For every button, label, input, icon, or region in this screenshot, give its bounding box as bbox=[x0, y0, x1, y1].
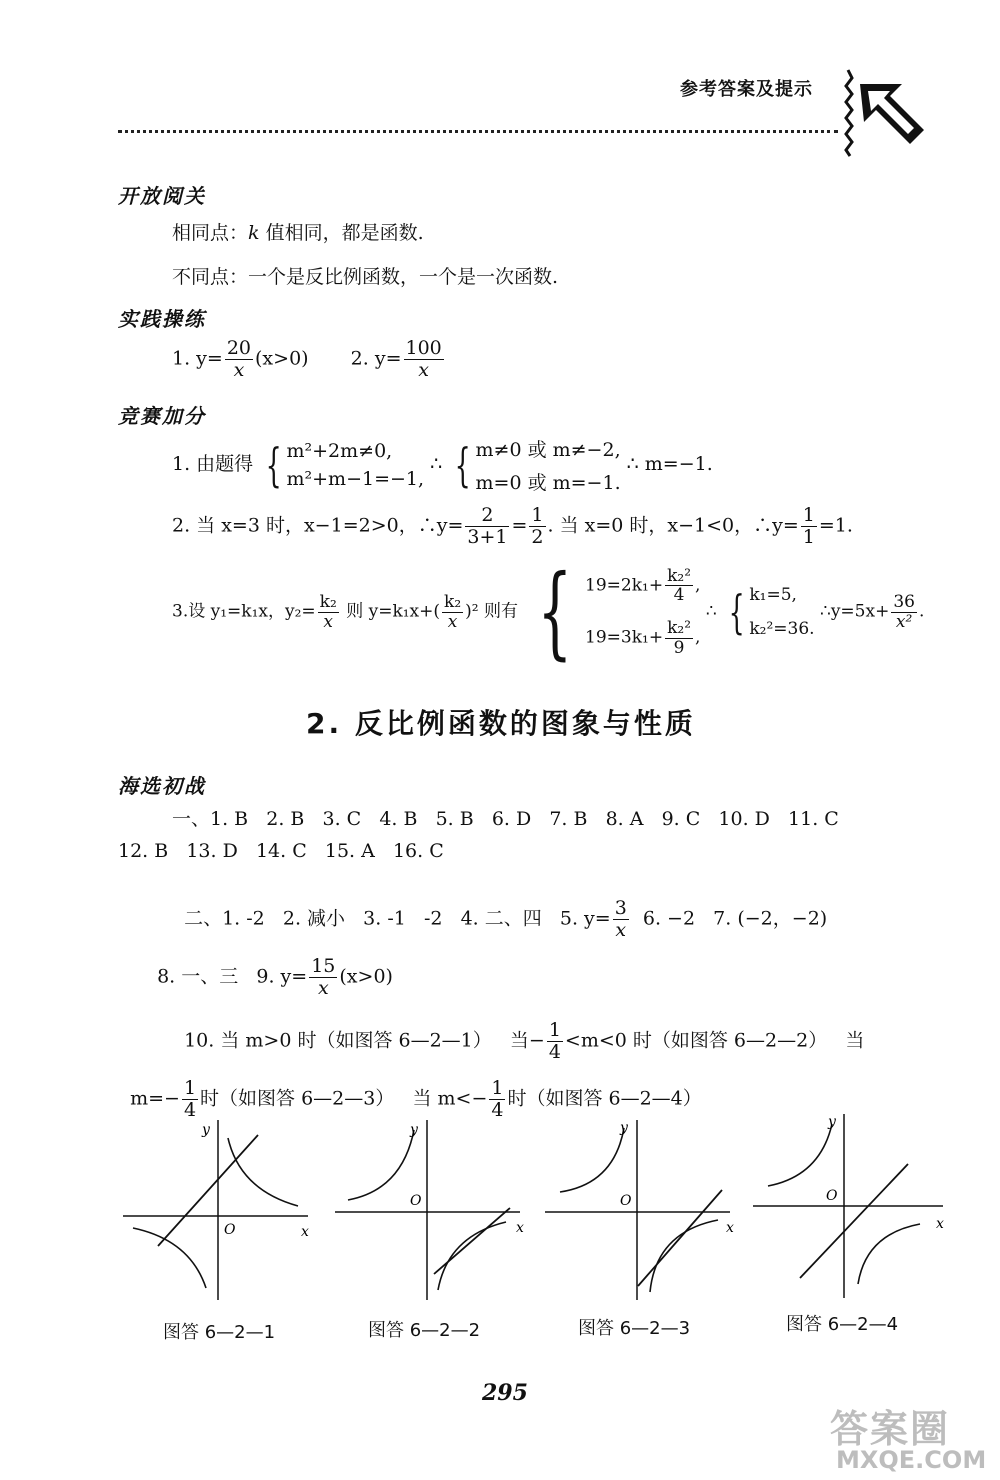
page-number: 295 bbox=[482, 1380, 528, 1406]
bonus-q3-system1: { 19=2k₁+ $\frac{\text{k₂²}}{4}$ , 19=3k₁+ $\frac{\text{k₂²}}{9}$ , bbox=[537, 553, 701, 670]
open-line-same-a: 相同点： bbox=[172, 222, 249, 244]
bonus-q2-a: 2. 当 x=3 时，x−1=2>0，∴y= bbox=[172, 514, 464, 537]
sea-row4-b: (x>0) bbox=[339, 965, 393, 988]
sea-row4-fraction bbox=[309, 956, 337, 999]
section-heading-practice: 实践操练 bbox=[118, 307, 206, 331]
section-heading-bonus: 竞赛加分 bbox=[118, 404, 206, 428]
bonus-q3-d: ∴y=5x+ bbox=[820, 601, 890, 622]
fraction-numerator: k₂ bbox=[319, 591, 337, 612]
y-axis-label: y bbox=[410, 1122, 418, 1138]
bonus-q2-fraction1 bbox=[465, 505, 509, 548]
hyperbola-branch-upper bbox=[560, 1128, 624, 1192]
linear-function-line bbox=[434, 1208, 510, 1274]
hyperbola-branch-upper bbox=[348, 1130, 414, 1200]
therefore-symbol: ∴ bbox=[705, 601, 717, 622]
system-row bbox=[585, 619, 700, 657]
practice-answers bbox=[172, 338, 446, 381]
bonus-q3-b: 则 y=k₁x+( bbox=[346, 601, 441, 622]
chapter-title: 2. 反比例函数的图象与性质 bbox=[306, 707, 696, 740]
open-line-diff: 不同点：一个是反比例函数，一个是一次函数. bbox=[172, 266, 559, 288]
graph-caption-1: 图答 6—2—1 bbox=[163, 1322, 276, 1343]
sea-row5-a: 10. 当 m>0 时（如图答 6—2—1） 当− bbox=[184, 1029, 545, 1052]
linear-function-line bbox=[158, 1135, 258, 1246]
system-row-fraction bbox=[665, 619, 693, 657]
section-heading-open: 开放阅关 bbox=[118, 184, 206, 208]
fraction-denominator: x bbox=[418, 358, 429, 381]
fraction-denominator: x bbox=[447, 611, 458, 632]
sea-row6-b: 时（如图答 6—2—3） 当 m<− bbox=[200, 1087, 488, 1110]
bonus-q3-e: . bbox=[918, 601, 925, 622]
bonus-q2-b: . 当 x=0 时，x−1<0，∴y= bbox=[547, 514, 799, 537]
open-line-same-b: 值相同，都是函数. bbox=[259, 222, 424, 244]
practice-item2-fraction bbox=[404, 338, 444, 381]
section-heading-sea: 海选初战 bbox=[118, 774, 206, 798]
bonus-q3-system2: { k₁=5, k₂²=36. bbox=[728, 585, 815, 639]
sea-row6-c: 时（如图答 6—2—4） bbox=[507, 1087, 702, 1110]
fraction-numerator: 3 bbox=[614, 897, 627, 919]
y-axis-label: y bbox=[828, 1114, 836, 1130]
fraction-denominator: x bbox=[233, 358, 245, 381]
sea-row4 bbox=[145, 934, 393, 999]
fraction-numerator: 1 bbox=[491, 1077, 504, 1099]
hyperbola-branch-upper bbox=[228, 1138, 298, 1206]
system-row: m=0 或 m=−1. bbox=[475, 472, 621, 494]
sea-row2: 12. B 13. D 14. C 15. A 16. C bbox=[118, 840, 444, 862]
x-axis-label: x bbox=[301, 1224, 309, 1240]
system-row-comma: , bbox=[695, 575, 701, 596]
equals-sign: = bbox=[511, 514, 528, 537]
system-row: k₁=5, bbox=[749, 585, 797, 605]
sea-row5 bbox=[172, 998, 864, 1063]
practice-item2-prefix: 2. y= bbox=[350, 347, 402, 370]
sea-row6-a: m=− bbox=[130, 1087, 180, 1110]
fraction-denominator: x² bbox=[895, 611, 913, 632]
fraction-numerator: 2 bbox=[465, 505, 509, 527]
graph-6-2-4 bbox=[748, 1106, 948, 1306]
bonus-q2 bbox=[172, 505, 853, 548]
hyperbola-branch-lower bbox=[858, 1224, 920, 1284]
system-row-comma: , bbox=[695, 627, 701, 648]
sea-row5-b: <m<0 时（如图答 6—2—2） 当 bbox=[564, 1029, 865, 1052]
fraction-numerator: 36 bbox=[893, 591, 915, 612]
open-line-same-k: k bbox=[248, 222, 260, 244]
therefore-symbol: ∴ bbox=[430, 453, 443, 475]
system-row-lhs: 19=3k₁+ bbox=[585, 627, 664, 648]
fraction-denominator: 2 bbox=[531, 525, 544, 548]
practice-item1-suffix: (x>0) bbox=[255, 347, 309, 370]
bonus-q3-a: 3.设 y₁=k₁x，y₂= bbox=[172, 601, 316, 622]
hyperbola-branch-lower bbox=[133, 1228, 206, 1288]
bonus-q1-conclusion: ∴ m=−1. bbox=[626, 453, 713, 475]
bonus-q3-fraction1 bbox=[318, 593, 339, 631]
open-line-same bbox=[172, 218, 424, 245]
x-axis-label: x bbox=[936, 1216, 944, 1232]
system-row bbox=[585, 567, 700, 605]
watermark-url: MXQE.COM bbox=[836, 1446, 987, 1474]
system-row: m²+m−1=−1, bbox=[286, 468, 425, 490]
watermark-logo: 答案圈 bbox=[830, 1407, 951, 1451]
fraction-denominator: 4 bbox=[183, 1098, 197, 1121]
system-row-lhs: 19=2k₁+ bbox=[585, 575, 664, 596]
graph-caption-2: 图答 6—2—2 bbox=[368, 1320, 481, 1341]
graph-6-2-1 bbox=[118, 1110, 318, 1310]
fraction-numerator: 100 bbox=[405, 337, 442, 359]
graph-6-2-2 bbox=[330, 1110, 530, 1310]
sea-row3-fraction bbox=[613, 898, 629, 941]
fraction-denominator: 1 bbox=[802, 525, 815, 548]
system-row: m≠0 或 m≠−2, bbox=[475, 439, 621, 461]
system-row-fraction bbox=[665, 567, 693, 605]
graph-caption-4: 图答 6—2—4 bbox=[786, 1314, 899, 1335]
sea-row4-a: 8. 一、三 9. y= bbox=[157, 965, 308, 988]
fraction-denominator: 9 bbox=[673, 637, 685, 658]
system-row: m²+2m≠0, bbox=[286, 440, 393, 462]
fraction-numerator: k₂² bbox=[667, 565, 692, 586]
hyperbola-branch-lower bbox=[438, 1222, 506, 1290]
origin-label: O bbox=[620, 1193, 632, 1209]
bonus-q2-c: =1. bbox=[818, 514, 853, 537]
fraction-numerator: 1 bbox=[548, 1019, 561, 1041]
bonus-q2-fraction3 bbox=[801, 505, 817, 548]
fraction-denominator: x bbox=[323, 611, 334, 632]
fraction-denominator: 4 bbox=[673, 585, 685, 606]
header-title: 参考答案及提示 bbox=[680, 79, 813, 100]
bonus-q2-fraction2 bbox=[529, 505, 545, 548]
sea-row3-a: 二、1. -2 2. 减小 3. -1 -2 4. 二、四 5. y= bbox=[184, 907, 611, 930]
origin-label: O bbox=[224, 1222, 236, 1238]
fraction-numerator: 15 bbox=[311, 955, 336, 977]
fraction-numerator: 1 bbox=[531, 504, 544, 526]
fraction-numerator: 1 bbox=[802, 504, 815, 526]
hyperbola-branch-lower bbox=[650, 1220, 718, 1292]
fraction-denominator: 4 bbox=[548, 1040, 561, 1063]
bonus-q3 bbox=[172, 553, 925, 670]
arrow-decoration-icon bbox=[838, 66, 928, 158]
fraction-denominator: 4 bbox=[491, 1098, 504, 1121]
bonus-q1-prefix: 1. 由题得 bbox=[172, 453, 254, 475]
linear-function-line bbox=[638, 1190, 722, 1286]
bonus-q1-system1: { m²+2m≠0, m²+m−1=−1, bbox=[265, 438, 425, 492]
graph-6-2-3 bbox=[540, 1110, 740, 1310]
practice-item1-prefix: 1. y= bbox=[172, 347, 223, 370]
linear-function-line bbox=[800, 1164, 908, 1278]
bonus-q1-system2: { m≠0 或 m≠−2, m=0 或 m=−1. bbox=[448, 435, 620, 495]
bonus-q3-fraction3 bbox=[891, 593, 917, 631]
fraction-denominator: 3+1 bbox=[467, 525, 508, 548]
sea-row3-b: 6. −2 7. (−2，−2) bbox=[630, 907, 828, 930]
bonus-q3-c: )² 则有 bbox=[465, 601, 519, 622]
fraction-numerator: k₂ bbox=[444, 591, 462, 612]
fraction-numerator: 20 bbox=[226, 337, 252, 359]
fraction-denominator: x bbox=[615, 918, 627, 941]
x-axis-label: x bbox=[516, 1220, 524, 1236]
fraction-numerator: k₂² bbox=[667, 618, 692, 638]
sea-row3 bbox=[172, 876, 827, 941]
x-axis-label: x bbox=[726, 1220, 734, 1236]
origin-label: O bbox=[826, 1188, 838, 1204]
bonus-q3-fraction2 bbox=[442, 593, 463, 631]
y-axis-label: y bbox=[202, 1122, 210, 1138]
bonus-q1 bbox=[172, 435, 713, 495]
origin-label: O bbox=[410, 1193, 422, 1209]
fraction-denominator: x bbox=[317, 976, 329, 999]
sea-row1: 一、1. B 2. B 3. C 4. B 5. B 6. D 7. B 8. A 9. C 10. D 11. C bbox=[172, 808, 839, 830]
graph-caption-3: 图答 6—2—3 bbox=[578, 1318, 691, 1339]
hyperbola-branch-upper bbox=[768, 1124, 832, 1186]
system-row: k₂²=36. bbox=[749, 619, 815, 639]
header-divider bbox=[118, 130, 838, 133]
y-axis-label: y bbox=[620, 1120, 628, 1136]
fraction-numerator: 1 bbox=[183, 1077, 197, 1099]
practice-item1-fraction bbox=[225, 338, 253, 381]
